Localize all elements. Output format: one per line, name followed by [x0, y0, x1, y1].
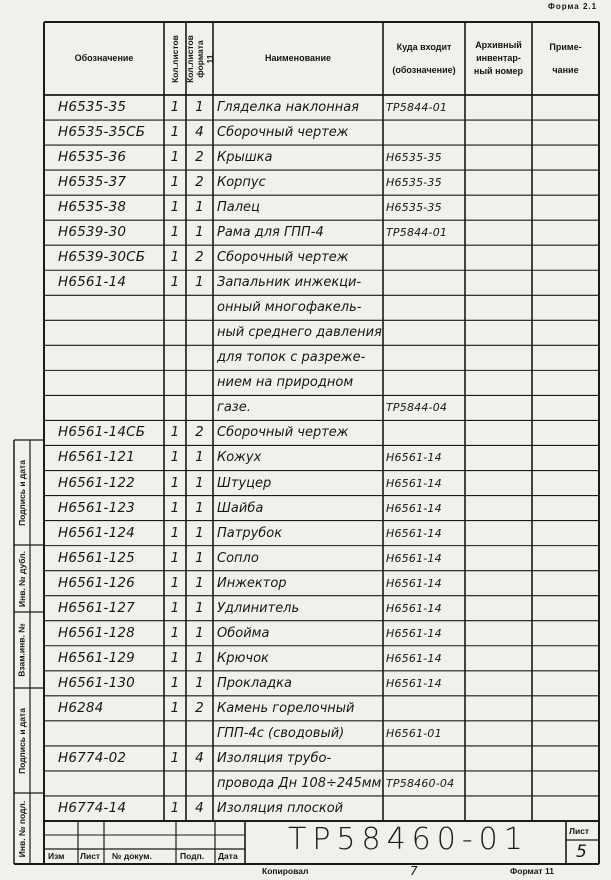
cell-designation: Н6561-125: [58, 549, 135, 566]
cell-designation: Н6561-121: [58, 449, 135, 466]
cell-name: Изоляция плоской: [217, 800, 344, 816]
cell-name: Запальник инжекци-: [217, 275, 362, 291]
cell-designation: Н6535-38: [58, 199, 127, 216]
cell-sheets: [164, 345, 186, 370]
cell-sheets-a11: 1: [195, 624, 204, 641]
cell-sheets: 1: [170, 674, 180, 691]
cell-sheets: 1: [170, 174, 180, 191]
cell-sheets-a11: 1: [195, 674, 204, 691]
cell-sheets: 1: [170, 474, 180, 491]
cell-sheets: 1: [170, 749, 180, 766]
header-archive-l2: инвентар-: [476, 53, 521, 63]
header-note-l1: Приме-: [549, 41, 582, 52]
cell-name: для топок с разреже-: [217, 350, 366, 366]
cell-name: Штуцер: [217, 475, 272, 491]
cell-sheets-a11: 2: [195, 249, 204, 266]
cell-sheets-a11: [186, 721, 213, 746]
cell-designation: Н6539-30СБ: [58, 249, 146, 266]
cell-designation: [58, 395, 164, 420]
cell-designation: [58, 370, 164, 395]
cell-sheets-a11: 1: [195, 599, 204, 616]
cell-name: газе.: [217, 400, 251, 416]
cell-sheets-a11: 1: [195, 524, 204, 541]
tb-sheet-label: Лист: [569, 826, 590, 836]
cell-designation: Н6561-123: [58, 499, 135, 516]
cell-sheets: [164, 395, 186, 420]
cell-name: онный многофакель-: [217, 300, 362, 316]
cell-where-used: Н6561-14: [386, 501, 442, 515]
cell-where-used: Н6535-35: [386, 201, 442, 215]
cell-where-used: [386, 746, 465, 771]
footer-copied: Копировал: [262, 866, 309, 876]
cell-sheets: [164, 295, 186, 320]
cell-sheets-a11: 1: [195, 499, 204, 516]
cell-designation: Н6774-14: [58, 799, 127, 816]
cell-sheets-a11: 1: [195, 449, 204, 466]
header-where-line2: (обозначение): [392, 64, 456, 75]
cell-name: Патрубок: [217, 525, 283, 541]
cell-sheets: 1: [170, 99, 180, 115]
cell-sheets: 1: [170, 549, 180, 566]
cell-name: Обойма: [217, 625, 270, 641]
cell-sheets: 1: [170, 124, 180, 141]
cell-sheets: 1: [170, 699, 180, 716]
cell-name: провода Дн 108÷245мм: [217, 775, 382, 791]
cell-sheets-a11: [186, 395, 213, 420]
cell-sheets: 1: [170, 149, 180, 166]
cell-where-used: ТР58460-04: [386, 776, 455, 790]
cell-sheets: 1: [170, 449, 180, 466]
cell-where-used: [386, 295, 465, 320]
footer-format: Формат 11: [510, 866, 554, 876]
cell-where-used: Н6561-14: [386, 476, 442, 490]
cell-sheets-a11: 1: [195, 649, 204, 666]
cell-where-used: Н6561-14: [386, 526, 442, 540]
cell-sheets-a11: [186, 320, 213, 345]
cell-where-used: [386, 245, 465, 270]
tb-doc-no: № докум.: [112, 851, 152, 861]
cell-name: Крючок: [217, 650, 269, 666]
cell-sheets-a11: 1: [195, 549, 204, 566]
cell-sheets-a11: 4: [195, 749, 204, 766]
cell-sheets-a11: 1: [195, 224, 204, 241]
header-sheets-a11: Кол.листов формата 11: [184, 34, 215, 83]
cell-designation: Н6561-128: [58, 624, 135, 641]
cell-name: Крышка: [217, 150, 273, 166]
cell-name: Сборочный чертеж: [217, 425, 349, 441]
cell-name: нием на природном: [217, 375, 354, 391]
cell-designation: [58, 771, 164, 796]
side-label-vzam-inv: Взам.инв. №: [17, 623, 28, 677]
cell-name: Инжектор: [217, 575, 287, 591]
cell-where-used: Н6561-14: [386, 601, 442, 615]
form-label: Форма 2.1: [548, 2, 598, 11]
cell-where-used: ТР5844-04: [386, 401, 448, 415]
cell-where-used: [386, 270, 465, 295]
footer-mark: 7: [410, 864, 418, 878]
cell-name: Сопло: [217, 550, 259, 566]
cell-designation: Н6561-129: [58, 649, 135, 666]
header-archive-l3: ный номер: [473, 66, 524, 76]
cell-sheets-a11: 1: [195, 474, 204, 491]
cell-name: Палец: [217, 200, 260, 216]
cell-name: Корпус: [217, 175, 266, 191]
cell-where-used: Н6561-14: [386, 551, 442, 565]
cell-sheets: [164, 721, 186, 746]
cell-designation: Н6535-35СБ: [58, 124, 146, 141]
cell-where-used: ТР5844-01: [386, 226, 448, 240]
cell-sheets: 1: [170, 524, 180, 541]
cell-where-used: [386, 796, 465, 821]
cell-designation: Н6535-35: [58, 99, 127, 115]
cell-sheets: 1: [170, 199, 180, 216]
cell-sheets: 1: [170, 624, 180, 641]
cell-designation: Н6774-02: [58, 749, 127, 766]
cell-sheets-a11: 2: [195, 699, 204, 716]
tb-list: Лист: [80, 851, 101, 861]
cell-sheets-a11: 1: [195, 199, 204, 216]
cell-designation: Н6561-124: [58, 524, 135, 541]
cell-designation: Н6561-130: [58, 674, 135, 691]
header-where-line1: Куда входит: [396, 41, 452, 52]
cell-designation: Н6561-14СБ: [58, 424, 146, 441]
cell-sheets: 1: [170, 574, 180, 591]
cell-name: Изоляция трубо-: [217, 750, 332, 766]
cell-designation: Н6535-36: [58, 149, 127, 166]
cell-sheets-a11: 2: [195, 174, 204, 191]
cell-where-used: [386, 696, 465, 721]
cell-sheets-a11: 1: [195, 574, 204, 591]
header-note-l2: чание: [552, 64, 579, 75]
cell-where-used: Н6561-14: [386, 651, 442, 665]
tb-izm: Изм: [48, 851, 65, 861]
cell-sheets: 1: [170, 224, 180, 241]
cell-sheets-a11: 2: [195, 149, 204, 166]
cell-sheets: 1: [170, 799, 180, 816]
cell-designation: [58, 320, 164, 345]
cell-where-used: Н6561-14: [386, 576, 442, 590]
tb-data: Дата: [218, 851, 238, 861]
cell-name: Шайба: [217, 500, 264, 516]
header-archive-l1: Архивный: [475, 40, 522, 50]
cell-designation: [58, 345, 164, 370]
side-label-signature-date-top: Подпись и дата: [17, 459, 28, 526]
side-label-signature-date: Подпись и дата: [17, 707, 28, 774]
cell-where-used: [386, 345, 465, 370]
cell-name: Прокладка: [217, 675, 292, 691]
cell-where-used: Н6535-35: [386, 176, 442, 190]
cell-sheets-a11: [186, 370, 213, 395]
cell-where-used: Н6535-35: [386, 151, 442, 165]
tb-sheet-value: 5: [576, 842, 588, 862]
cell-where-used: Н6561-14: [386, 451, 442, 465]
cell-where-used: Н6561-14: [386, 676, 442, 690]
cell-sheets-a11: [186, 771, 213, 796]
cell-name: ГПП-4с (сводовый): [217, 725, 345, 741]
cell-sheets: 1: [170, 424, 180, 441]
cell-name: Камень горелочный: [217, 700, 355, 716]
cell-name: Сборочный чертеж: [217, 250, 349, 266]
cell-sheets-a11: 2: [195, 424, 204, 441]
cell-sheets: 1: [170, 274, 180, 291]
cell-sheets: 1: [170, 499, 180, 516]
cell-designation: Н6561-122: [58, 474, 135, 491]
cell-sheets-a11: 4: [195, 124, 204, 141]
cell-name: Гляделка наклонная: [217, 100, 359, 115]
cell-where-used: Н6561-01: [386, 726, 442, 740]
cell-where-used: Н6561-14: [386, 626, 442, 640]
cell-where-used: [386, 420, 465, 445]
cell-sheets: 1: [170, 649, 180, 666]
cell-designation: Н6561-14: [58, 274, 127, 291]
cell-sheets: [164, 370, 186, 395]
cell-name: Сборочный чертеж: [217, 125, 349, 141]
cell-name: Удлинитель: [217, 600, 300, 616]
cell-designation: [58, 295, 164, 320]
cell-designation: Н6539-30: [58, 224, 127, 241]
side-label-inv-dubl: Инв. № дубл.: [17, 550, 27, 607]
cell-designation: Н6561-126: [58, 574, 135, 591]
side-label-inv-podl: Инв. № подл.: [17, 800, 27, 857]
cell-where-used: ТР5844-01: [386, 101, 448, 114]
cell-sheets-a11: 4: [195, 799, 204, 816]
cell-where-used: [386, 120, 465, 145]
document-number: ТР58460-01: [288, 822, 529, 857]
header-name: Наименование: [264, 53, 332, 63]
header-designation: Обозначение: [74, 53, 134, 63]
cell-sheets-a11: 1: [195, 274, 204, 291]
cell-sheets-a11: [186, 345, 213, 370]
cell-designation: Н6561-127: [58, 599, 135, 616]
cell-sheets: [164, 771, 186, 796]
cell-designation: Н6284: [58, 699, 104, 716]
cell-sheets: [164, 320, 186, 345]
cell-sheets-a11: 1: [195, 99, 204, 115]
cell-designation: Н6535-37: [58, 174, 127, 191]
cell-name: Рама для ГПП-4: [217, 225, 324, 241]
cell-designation: [58, 721, 164, 746]
cell-name: ный среднего давления: [217, 325, 382, 341]
cell-sheets: 1: [170, 599, 180, 616]
cell-where-used: [386, 320, 465, 345]
cell-where-used: [386, 370, 465, 395]
cell-sheets: 1: [170, 249, 180, 266]
header-sheets: Кол.листов: [170, 34, 181, 83]
tb-podp: Подп.: [180, 851, 205, 861]
cell-name: Кожух: [217, 450, 262, 466]
cell-sheets-a11: [186, 295, 213, 320]
